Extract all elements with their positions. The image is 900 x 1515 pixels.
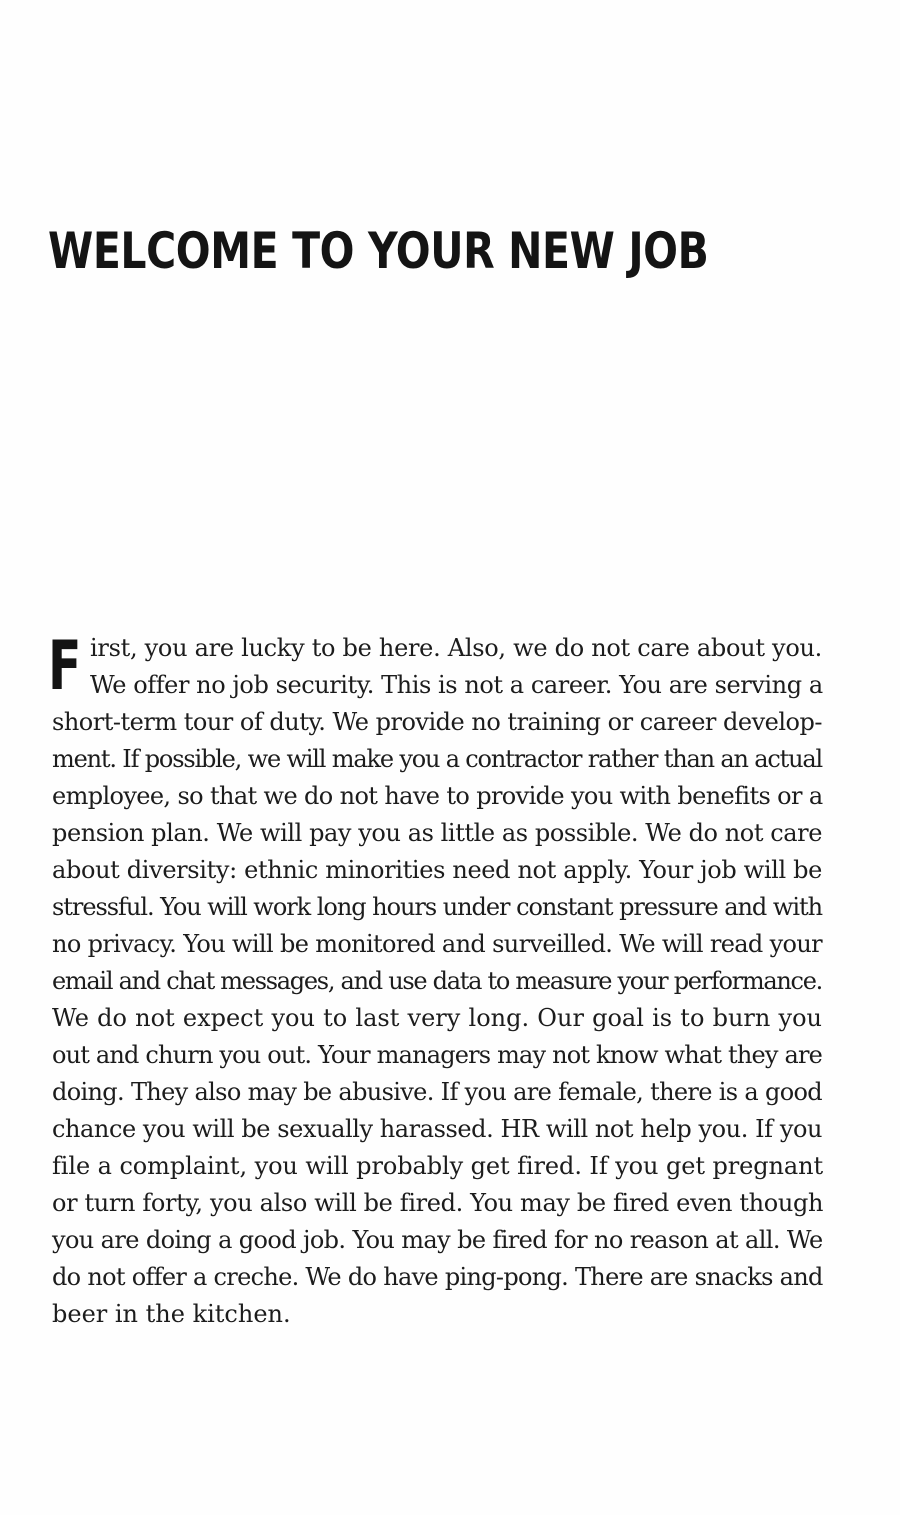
drop-cap: F [48, 627, 82, 706]
text-line: or turn forty, you also will be fired. You may be fired even though [52, 1189, 824, 1217]
text-line: beer in the kitchen. [52, 1300, 291, 1328]
text-line: do not offer a creche. We do have ping-pong. There are snacks and [52, 1263, 823, 1291]
text-line: about diversity: ethnic minorities need not apply. Your job will be [52, 856, 822, 884]
text-line: ment. If possible, we will make you a contractor rather than an actual [52, 745, 822, 773]
text-line: file a complaint, you will probably get fired. If you get pregnant [52, 1152, 824, 1180]
text-line: doing. They also may be abusive. If you are female, there is a good [52, 1078, 823, 1106]
body-paragraph [52, 630, 822, 1333]
chapter-title: WELCOME TO YOUR NEW JOB [48, 222, 709, 280]
text-line: out and churn you out. Your managers may not know what they are [52, 1041, 822, 1069]
text-line: We offer no job security. This is not a career. You are serving a [90, 671, 823, 699]
text-line: short-term tour of duty. We provide no training or career develop- [52, 708, 823, 736]
text-line: stressful. You will work long hours under constant pressure and with [52, 893, 823, 921]
text-line: email and chat messages, and use data to measure your performance. [52, 967, 822, 995]
text-line: no privacy. You will be monitored and surveilled. We will read your [52, 930, 823, 958]
text-line: pension plan. We will pay you as little as possible. We do not care [52, 819, 822, 847]
text-line: We do not expect you to last very long. Our goal is to burn you [52, 1004, 822, 1032]
text-line: irst, you are lucky to be here. Also, we do not care about you. [90, 634, 822, 662]
text-line: employee, so that we do not have to provide you with benefits or a [52, 782, 823, 810]
text-line: chance you will be sexually harassed. HR will not help you. If you [52, 1115, 822, 1143]
text-line: you are doing a good job. You may be fired for no reason at all. We [52, 1226, 823, 1254]
